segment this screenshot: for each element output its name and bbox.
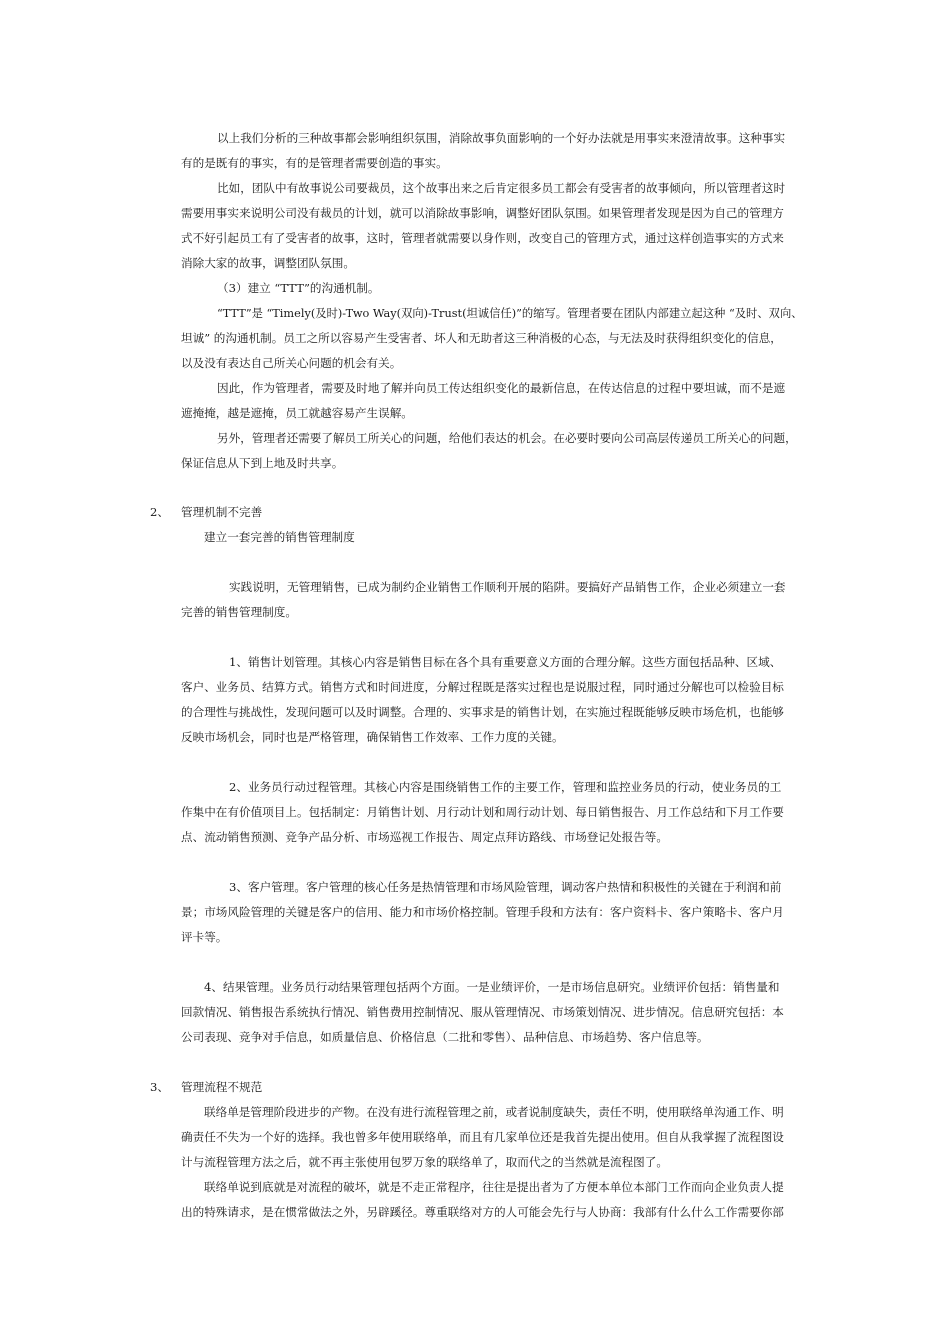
s3-p2-line2: 出的特殊请求，是在惯常做法之外，另辟蹊径。尊重联络对方的人可能会先行与人协商：我部有什么什么工作需要你部 [181, 1205, 784, 1219]
s2-subheading: 建立一套完善的销售管理制度 [204, 530, 355, 544]
s2-item4-line2: 回款情况、销售报告系统执行情况、销售费用控制情况、服从管理情况、市场策划情况、进步情况。信息研究包括：本 [181, 1005, 784, 1019]
s2-item2-line2: 作集中在有价值项目上。包括制定：月销售计划、月行动计划和周行动计划、每日销售报告、月工作总结和下月工作要 [181, 805, 784, 819]
s3-p1-line3: 计与流程管理方法之后，就不再主张使用包罗万象的联络单了，取而代之的当然就是流程图了。 [181, 1155, 668, 1169]
s1-p2-line3: 式不好引起员工有了受害者的故事，这时，管理者就需要以身作则，改变自己的管理方式，通过这样创造事实的方式来 [181, 231, 784, 245]
s2-item4-line3: 公司表现、竞争对手信息，如质量信息、价格信息（二批和零售）、品种信息、市场趋势、客户信息等。 [181, 1030, 709, 1044]
s2-item1-line2: 客户、业务员、结算方式。销售方式和时间进度，分解过程既是落实过程也是说服过程，同时通过分解也可以检验目标 [181, 680, 784, 694]
s2-item3-line2: 景；市场风险管理的关键是客户的信用、能力和市场价格控制。管理手段和方法有：客户资料卡、客户策略卡、客户月 [181, 905, 784, 919]
s3-p1-line2: 确责任不失为一个好的选择。我也曾多年使用联络单，而且有几家单位还是我首先提出使用。但自从我掌握了流程图设 [181, 1130, 784, 1144]
s2-item3-line3: 评卡等。 [181, 930, 228, 944]
s1-p4-line1: “TTT”是 “Timely(及时)-Two Way(双向)-Trust(坦诚信任)”的缩写。管理者要在团队内部建立起这种 “及时、双向、 [217, 306, 803, 320]
s1-p2-line1: 比如，团队中有故事说公司要裁员，这个故事出来之后肯定很多员工都会有受害者的故事倾向，所以管理者这时 [217, 181, 786, 195]
s1-p1-line2: 有的是既有的事实，有的是管理者需要创造的事实。 [181, 156, 448, 170]
s2-intro-line1: 实践说明，无管理销售，已成为制约企业销售工作顺利开展的陷阱。要搞好产品销售工作，企业必须建立一套 [229, 580, 786, 594]
s2-heading: 管理机制不完善 [181, 505, 263, 519]
s2-item1-line3: 的合理性与挑战性，发现问题可以及时调整。合理的、实事求是的销售计划，在实施过程既能够反映市场危机，也能够 [181, 705, 784, 719]
s1-p3-line1: （3）建立 “TTT”的沟通机制。 [217, 281, 380, 295]
s1-p6-line2: 保证信息从下到上地及时共享。 [181, 456, 344, 470]
s2-item2-line3: 点、流动销售预测、竞争产品分析、市场巡视工作报告、周定点拜访路线、市场登记处报告等。 [181, 830, 668, 844]
s1-p4-line2: 坦诚” 的沟通机制。员工之所以容易产生受害者、坏人和无助者这三种消极的心态，与无法及时获得组织变化的信息， [181, 331, 782, 345]
s1-p4-line3: 以及没有表达自己所关心问题的机会有关。 [181, 356, 402, 370]
s3-p2-line1: 联络单说到底就是对流程的破坏，就是不走正常程序，往往是提出者为了方便本单位本部门工作而向企业负责人提 [204, 1180, 784, 1194]
s2-intro-line2: 完善的销售管理制度。 [181, 605, 297, 619]
s1-p1-line1: 以上我们分析的三种故事都会影响组织氛围，消除故事负面影响的一个好办法就是用事实来澄清故事。这种事实 [217, 131, 786, 145]
s1-p5-line2: 遮掩掩，越是遮掩，员工就越容易产生误解。 [181, 406, 413, 420]
s1-p5-line1: 因此，作为管理者，需要及时地了解并向员工传达组织变化的最新信息，在传达信息的过程中要坦诚，而不是遮 [217, 381, 786, 395]
s1-p2-line2: 需要用事实来说明公司没有裁员的计划，就可以消除故事影响，调整好团队氛围。如果管理者发现是因为自己的管理方 [181, 206, 784, 220]
s2-item1-line1: 1、销售计划管理。其核心内容是销售目标在各个具有重要意义方面的合理分解。这些方面包括品种、区域、 [229, 655, 782, 669]
s2-item1-line4: 反映市场机会，同时也是严格管理，确保销售工作效率、工作力度的关键。 [181, 730, 564, 744]
s3-p1-line1: 联络单是管理阶段进步的产物。在没有进行流程管理之前，或者说制度缺失，责任不明，使用联络单沟通工作、明 [204, 1105, 784, 1119]
s3-number: 3、 [150, 1080, 169, 1094]
s2-number: 2、 [150, 505, 169, 519]
s2-item3-line1: 3、客户管理。客户管理的核心任务是热情管理和市场风险管理，调动客户热情和积极性的关键在于利润和前 [229, 880, 782, 894]
s2-item2-line1: 2、业务员行动过程管理。其核心内容是围绕销售工作的主要工作，管理和监控业务员的行动，使业务员的工 [229, 780, 782, 794]
s2-item4-line1: 4、结果管理。业务员行动结果管理包括两个方面。一是业绩评价，一是市场信息研究。业绩评价包括：销售量和 [204, 980, 780, 994]
s1-p2-line4: 消除大家的故事，调整团队氛围。 [181, 256, 355, 270]
s3-heading: 管理流程不规范 [181, 1080, 263, 1094]
s1-p6-line1: 另外，管理者还需要了解员工所关心的问题，给他们表达的机会。在必要时要向公司高层传递员工所关心的问题， [217, 431, 797, 445]
